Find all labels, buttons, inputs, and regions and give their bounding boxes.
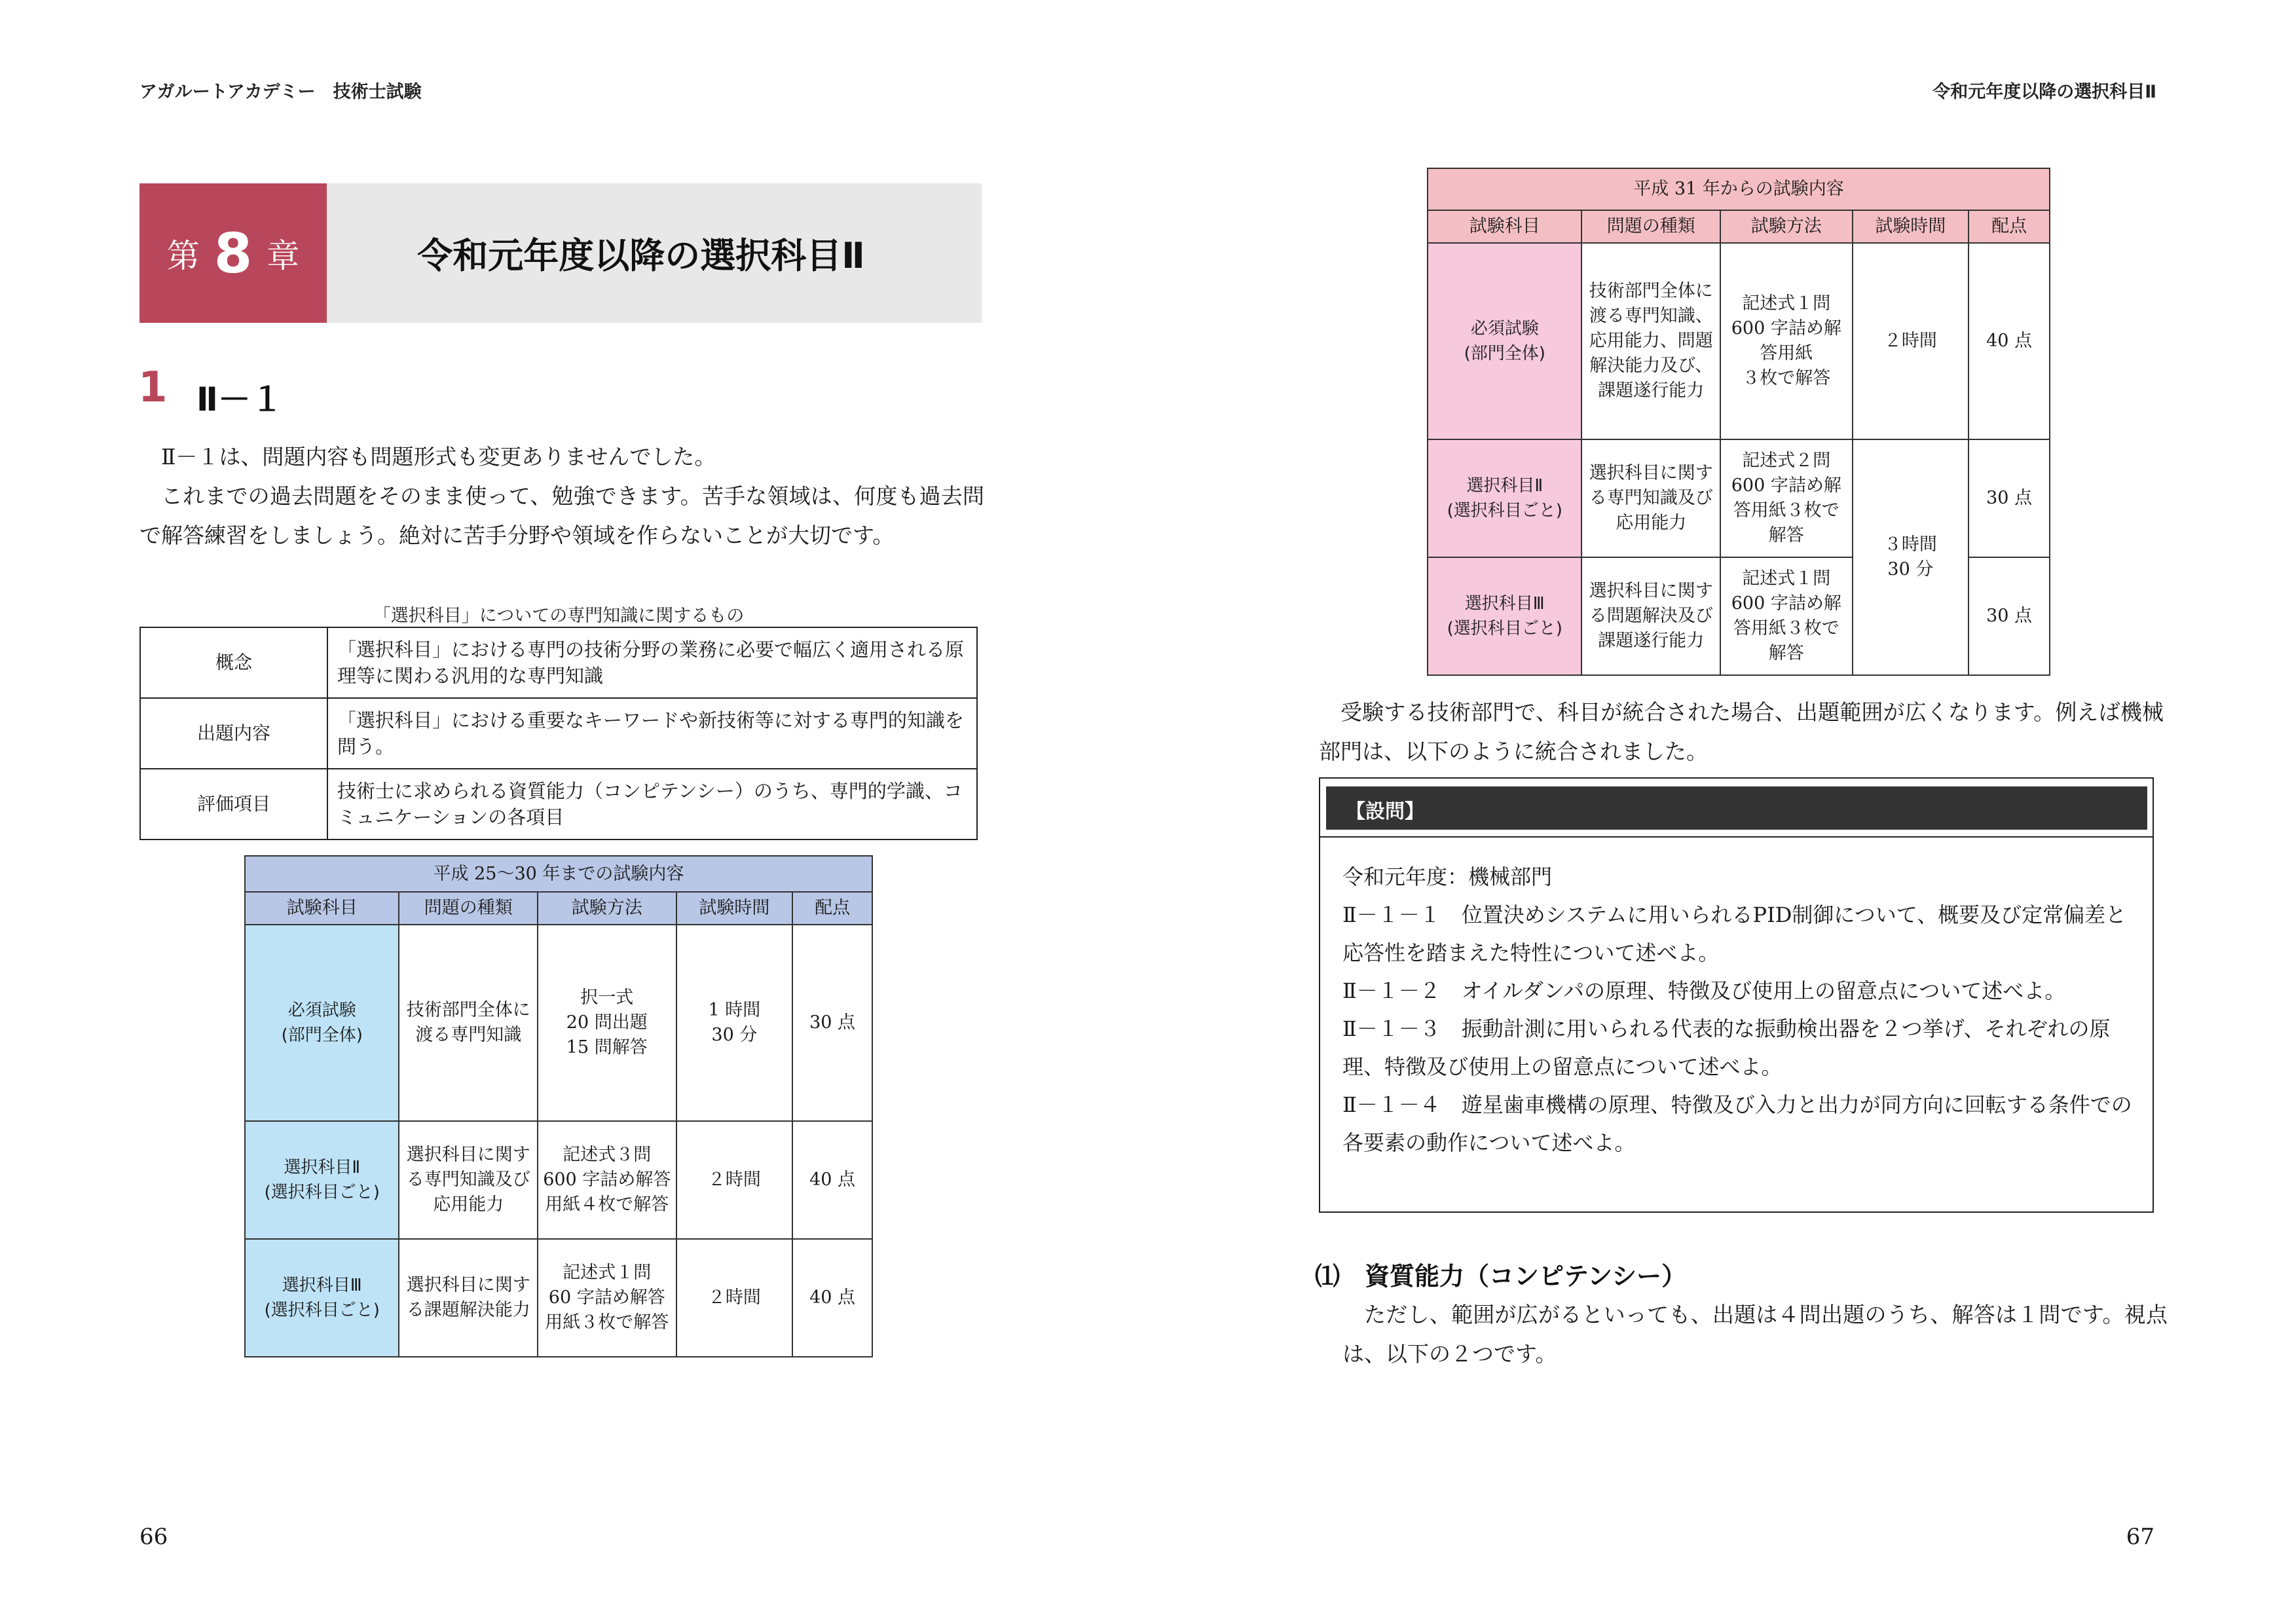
table-cell: 30 点	[792, 925, 872, 1121]
table-cell: 30 点	[1969, 439, 2050, 557]
question-box-divider	[1319, 836, 2154, 838]
exam-table-h25-30	[244, 855, 873, 1357]
table-cell: 技術部門全体に渡る専門知識	[399, 925, 538, 1121]
table-row	[140, 627, 977, 698]
table-cell-merged-time: ３時間 30 分	[1853, 439, 1969, 675]
table-cell: ２時間	[676, 1121, 793, 1239]
table-cell: 選択科目に関する専門知識及び応用能力	[1581, 439, 1720, 557]
table-cell-label: 評価項目	[140, 769, 327, 840]
table-cell: 1 時間 30 分	[676, 925, 793, 1121]
knowledge-table-caption: 「選択科目」についての専門知識に関するもの	[373, 606, 745, 626]
table-cell: 技術士に求められる資質能力（コンピテンシー）のうち、専門的学識、コミュニケーションの各項目	[327, 769, 977, 840]
table-row	[245, 1121, 872, 1239]
intro-paragraph: これまでの過去問題をそのまま使って、勉強できます。苦手な領域は、何度も過去問で解答練習をしましょう。絶対に苦手分野や領域を作らないことが大切です。	[139, 483, 984, 548]
table-cell: ２時間	[1853, 243, 1969, 439]
chapter-title-box	[327, 183, 982, 323]
column-header: 問題の種類	[399, 892, 538, 925]
table-cell: 「選択科目」における専門の技術分野の業務に必要で幅広く適用される原理等に関わる汎用的な専門知識	[327, 627, 977, 698]
table-header-row	[245, 892, 872, 925]
right-paragraph-block	[1319, 693, 2164, 771]
exam-table-caption: 平成 25～30 年までの試験内容	[245, 856, 872, 892]
exam-subject-cell: 選択科目Ⅲ (選択科目ごと)	[245, 1239, 399, 1357]
table-row	[245, 925, 872, 1121]
column-header: 試験時間	[676, 892, 793, 925]
question-line: Ⅱ－１－１ 位置決めシステムに用いられるPID制御について、概要及び定常偏差と応答性を踏まえた特性について述べよ。	[1342, 902, 2127, 965]
table-cell: 40 点	[792, 1239, 872, 1357]
table-cell: 選択科目に関する専門知識及び応用能力	[399, 1121, 538, 1239]
exam-subject-cell: 必須試験 (部門全体)	[245, 925, 399, 1121]
table-cell: 記述式２問 600 字詰め解答用紙３枚で解答	[1720, 439, 1853, 557]
exam-subject-cell: 選択科目Ⅱ (選択科目ごと)	[245, 1121, 399, 1239]
table-cell: 30 点	[1969, 557, 2050, 675]
column-header: 試験科目	[1428, 210, 1581, 243]
table-cell: 記述式３問 600 字詰め解答用紙４枚で解答	[538, 1121, 676, 1239]
chapter-prefix: 第	[166, 236, 200, 275]
knowledge-table	[139, 627, 978, 840]
chapter-number-box	[139, 183, 327, 323]
question-box-header	[1326, 786, 2147, 830]
column-header: 試験方法	[538, 892, 676, 925]
question-line: Ⅱ－１－４ 遊星歯車機構の原理、特徴及び入力と出力が同方向に回転する条件での各要素の動作について述べよ。	[1342, 1092, 2132, 1155]
competency-heading: ⑴ 資質能力（コンピテンシー）	[1315, 1262, 1687, 1291]
table-cell: 記述式１問 600 字詰め解答用紙３枚で解答	[1720, 557, 1853, 675]
table-cell: 選択科目に関する問題解決及び課題遂行能力	[1581, 557, 1720, 675]
table-cell: 「選択科目」における重要なキーワードや新技術等に対する専門的知識を問う。	[327, 698, 977, 769]
chapter-title: 令和元年度以降の選択科目Ⅱ	[417, 235, 865, 276]
question-line: Ⅱ－１－２ オイルダンパの原理、特徴及び使用上の留意点について述べよ。	[1342, 978, 2066, 1003]
column-header: 試験時間	[1853, 210, 1969, 243]
column-header: 問題の種類	[1581, 210, 1720, 243]
intro-paragraph: Ⅱ－１は、問題内容も問題形式も変更ありませんでした。	[161, 444, 716, 470]
exam-subject-cell: 選択科目Ⅲ (選択科目ごと)	[1428, 557, 1581, 675]
table-row	[140, 769, 977, 840]
question-box-body	[1342, 858, 2135, 1162]
table-row	[1428, 243, 2050, 439]
table-cell-label: 概念	[140, 627, 327, 698]
table-header-row	[1428, 210, 2050, 243]
section-number: 1	[138, 363, 168, 412]
table-cell: 技術部門全体に渡る専門知識、応用能力、問題解決能力及び、課題遂行能力	[1581, 243, 1720, 439]
exam-table-h31	[1427, 168, 2050, 676]
table-cell: 40 点	[792, 1121, 872, 1239]
exam-table-caption: 平成 31 年からの試験内容	[1428, 168, 2050, 210]
question-line: 令和元年度：機械部門	[1342, 864, 1553, 889]
chapter-number: 8	[213, 221, 253, 286]
table-row	[140, 698, 977, 769]
question-box-heading: 【設問】	[1346, 800, 1424, 823]
table-caption-row	[1428, 168, 2050, 210]
column-header: 試験科目	[245, 892, 399, 925]
intro-text	[139, 437, 984, 555]
table-cell: 択一式 20 問出題 15 問解答	[538, 925, 676, 1121]
table-cell: 記述式１問 60 字詰め解答用紙３枚で解答	[538, 1239, 676, 1357]
question-line: Ⅱ－１－３ 振動計測に用いられる代表的な振動検出器を２つ挙げ、それぞれの原理、特徴及び使用上の留意点について述べよ。	[1342, 1016, 2111, 1079]
table-cell-label: 出題内容	[140, 698, 327, 769]
column-header: 配点	[792, 892, 872, 925]
exam-subject-cell: 必須試験 (部門全体)	[1428, 243, 1581, 439]
page-number-left: 66	[139, 1524, 168, 1550]
table-cell: 40 点	[1969, 243, 2050, 439]
exam-subject-cell: 選択科目Ⅱ (選択科目ごと)	[1428, 439, 1581, 557]
table-row	[245, 1239, 872, 1357]
section-title: Ⅱ－１	[196, 380, 284, 418]
column-header: 試験方法	[1720, 210, 1853, 243]
right-running-head: 令和元年度以降の選択科目Ⅱ	[1932, 82, 2156, 102]
right-paragraph: 受験する技術部門で、科目が統合された場合、出題範囲が広くなります。例えば機械部門は、以下のように統合されました。	[1319, 699, 2164, 764]
table-cell: 選択科目に関する課題解決能力	[399, 1239, 538, 1357]
table-row	[1428, 439, 2050, 557]
page-number-right: 67	[2126, 1524, 2154, 1550]
table-cell: 記述式１問 600 字詰め解答用紙 ３枚で解答	[1720, 243, 1853, 439]
competency-paragraph: ただし、範囲が広がるといっても、出題は４問出題のうち、解答は１問です。視点は、以下の２つです。	[1342, 1302, 2168, 1367]
table-cell: ２時間	[676, 1239, 793, 1357]
left-running-head: アガルートアカデミー 技術士試験	[139, 82, 422, 102]
column-header: 配点	[1969, 210, 2050, 243]
table-caption-row	[245, 856, 872, 892]
chapter-suffix: 章	[267, 236, 300, 275]
competency-text	[1342, 1295, 2168, 1374]
